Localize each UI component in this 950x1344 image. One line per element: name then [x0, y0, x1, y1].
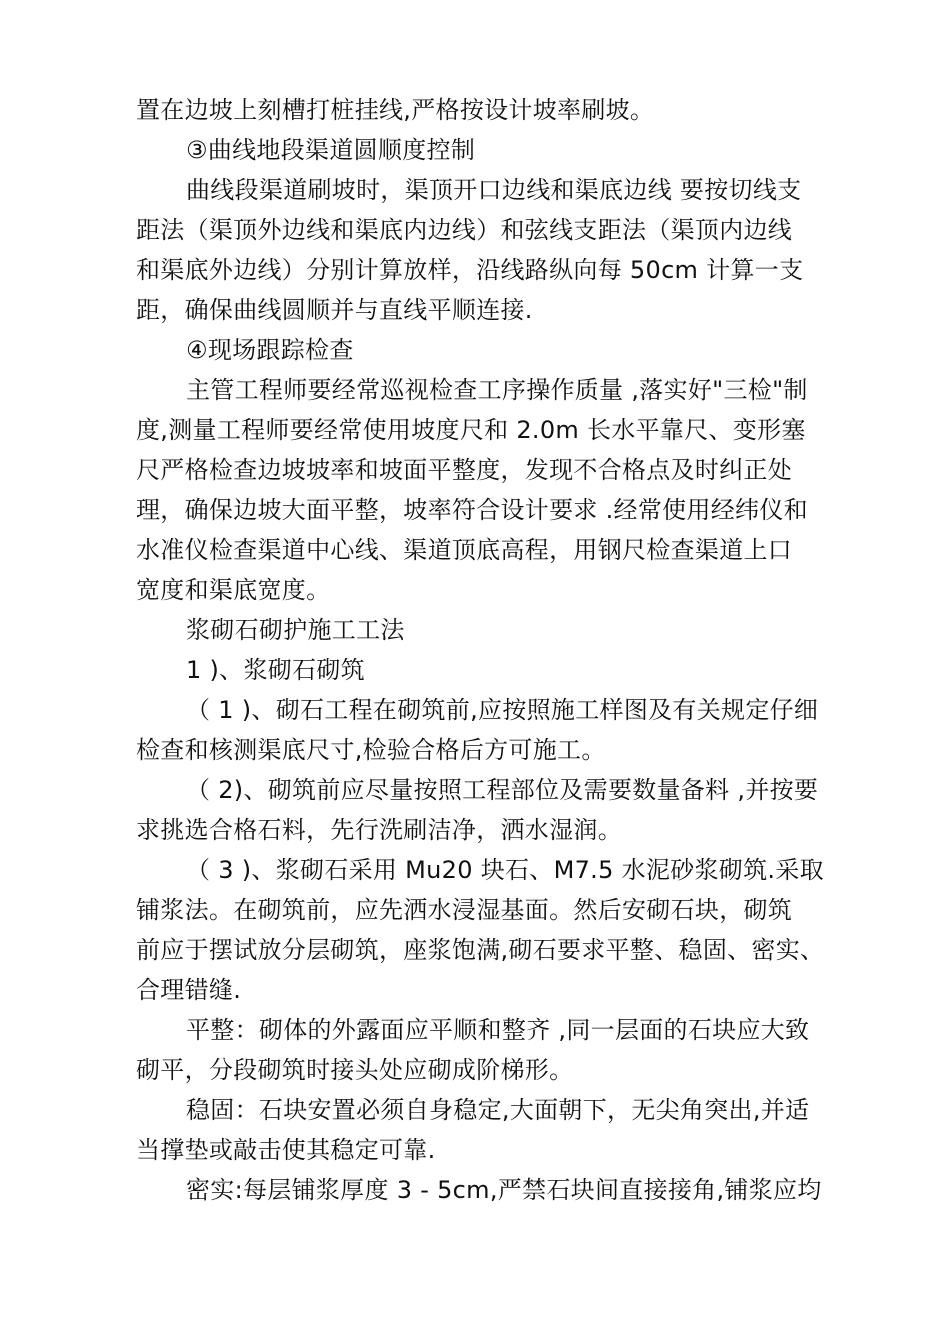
text-line: 铺浆法。在砌筑前，应先洒水浸湿基面。然后安砌石块，砌筑 — [136, 896, 793, 924]
text-line: 距法（渠顶外边线和渠底内边线）和弦线支距法（渠顶内边线 — [136, 216, 793, 244]
text-line: 平整：砌体的外露面应平顺和整齐 ,同一层面的石块应大致 — [186, 1016, 810, 1044]
section-heading: 浆砌石砌护施工工法 — [186, 616, 405, 644]
text-line: 密实:每层铺浆厚度 3 - 5cm,严禁石块间直接接角,铺浆应均 — [186, 1176, 822, 1204]
text-line: 前应于摆试放分层砌筑，座浆饱满,砌石要求平整、稳固、密实、 — [136, 936, 825, 964]
text-line: 检查和核测渠底尺寸,检验合格后方可施工。 — [136, 736, 606, 764]
text-line: 当撑垫或敲击使其稳定可靠. — [136, 1136, 436, 1164]
text-line: 合理错缝. — [136, 976, 242, 1004]
subheading: ③曲线地段渠道圆顺度控制 — [186, 136, 476, 164]
text-line: 尺严格检查边坡坡率和坡面平整度，发现不合格点及时纠正处 — [136, 456, 793, 484]
text-line: 置在边坡上刻槽打桩挂线,严格按设计坡率刷坡。 — [136, 96, 655, 124]
subheading: ④现场跟踪检查 — [186, 336, 354, 364]
text-line: 主管工程师要经常巡视检查工序操作质量 ,落实好"三检"制 — [186, 376, 808, 404]
text-line: 求挑选合格石料，先行洗刷洁净，洒水湿润。 — [136, 816, 622, 844]
text-line: 度,测量工程师要经常使用坡度尺和 2.0m 长水平靠尺、变形塞 — [136, 416, 806, 444]
text-line: 曲线段渠道刷坡时，渠顶开口边线和渠底边线 要按切线支 — [186, 176, 802, 204]
text-line: 理，确保边坡大面平整，坡率符合设计要求 .经常使用经纬仪和 — [136, 496, 808, 524]
text-line: 宽度和渠底宽度。 — [136, 576, 331, 604]
text-line: 和渠底外边线）分别计算放样，沿线路纵向每 50cm 计算一支 — [136, 256, 804, 284]
text-line: （ 2)、砌筑前应尽量按照工程部位及需要数量备料 ,并按要 — [186, 776, 819, 804]
text-line: （ 3 )、浆砌石采用 Mu20 块石、M7.5 水泥砂浆砌筑.采取 — [186, 856, 824, 884]
text-line: 距，确保曲线圆顺并与直线平顺连接. — [136, 296, 533, 324]
text-line: 稳固：石块安置必须自身稳定,大面朝下，无尖角突出,并适 — [186, 1096, 810, 1124]
text-line: （ 1 )、砌石工程在砌筑前,应按照施工样图及有关规定仔细 — [186, 696, 819, 724]
text-line: 砌平，分段砌筑时接头处应砌成阶梯形。 — [136, 1056, 574, 1084]
text-line: 水准仪检查渠道中心线、渠道顶底高程，用钢尺检查渠道上口 — [136, 536, 793, 564]
subheading: 1 )、浆砌石砌筑 — [186, 656, 365, 684]
